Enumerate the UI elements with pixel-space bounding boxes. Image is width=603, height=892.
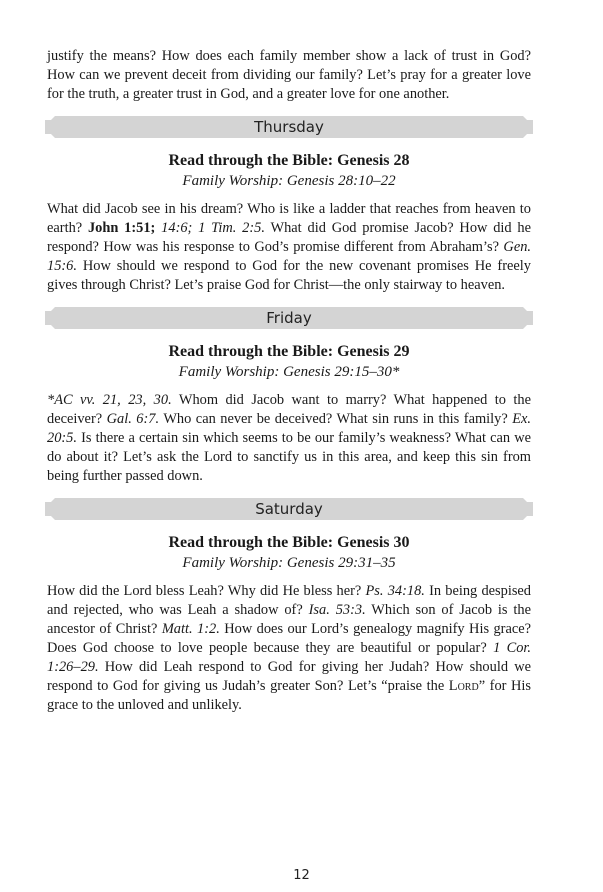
text-segment: ” for His grace to the unloved and unlikely. [47, 678, 531, 713]
reading-heading: Read through the Bible: Genesis 28 [168, 152, 410, 169]
text-segment: Is there a certain sin which seems to be our family’s weakness? What can we do about it? Let’s ask the Lord to sanctify us in this area, and keep this sin from being further passed down. [47, 430, 531, 484]
scripture-ref: Matt. 1:2. [161, 621, 220, 637]
small-caps-lord: Lord [448, 678, 479, 694]
family-worship-line: Family Worship: Genesis 28:10–22 [182, 173, 396, 189]
scripture-ref: Isa. 53:3. [308, 602, 366, 618]
reading-heading: Read through the Bible: Genesis 30 [168, 534, 410, 551]
scripture-ref: John 1:51; [87, 220, 156, 236]
family-worship-line: Family Worship: Genesis 29:31–35 [182, 555, 396, 571]
text-segment: What did Jacob see in his dream? Who is like a ladder that reaches from heaven to earth? [47, 201, 531, 236]
saturday-paragraph [47, 582, 531, 715]
reading-heading: Read through the Bible: Genesis 29 [168, 343, 410, 360]
text-segment: How did the Lord bless Leah? Why did He bless her? [47, 583, 366, 599]
text-segment: How does our Lord’s genealogy magnify His grace? Does God choose to love people because they are beautiful or popular? [47, 621, 532, 656]
scripture-ref: 1 Cor. 1:26–29. [47, 640, 531, 675]
family-worship-line: Family Worship: Genesis 29:15–30* [178, 364, 400, 380]
thursday-paragraph [47, 200, 531, 295]
scripture-ref: Ex. 20:5. [47, 411, 532, 446]
scripture-ref: 14:6; 1 Tim. 2:5. [155, 220, 265, 236]
text-segment: How should we respond to God for the new covenant promises He freely gives through Christ? Let’s praise God for Christ—the only stairway to heaven. [47, 258, 531, 293]
text-segment: How did Leah respond to God for giving her Judah? How should we respond to God for giving us Judah’s greater Son? Let’s “praise the [47, 659, 531, 694]
day-label: Friday [266, 309, 312, 327]
friday-paragraph [47, 391, 531, 486]
text-segment: Who can never be deceived? What sin runs in this family? [159, 411, 513, 427]
text-segment: What did God promise Jacob? How did he respond? How was his response to God’s promise different from Abraham’s? [47, 220, 532, 255]
text-segment: Which son of Jacob is the ancestor of Christ? [47, 602, 531, 637]
scripture-ref: *AC vv. 21, 23, 30. [47, 392, 172, 408]
text-segment: Whom did Jacob want to marry? What happened to the deceiver? [47, 392, 531, 427]
day-banner-saturday [45, 496, 533, 522]
day-banner-thursday [45, 114, 533, 140]
day-label: Thursday [254, 118, 324, 136]
text-segment: In being despised and rejected, who was Leah a shadow of? [47, 583, 531, 618]
page-number: 12 [293, 868, 310, 883]
page-content [47, 47, 531, 715]
day-label: Saturday [255, 500, 323, 518]
intro-paragraph: justify the means? How does each family member show a lack of trust in God? How can we prevent deceit from dividing our family? Let’s pray for a greater love for the truth, a greater trust in God, and a greater love for one another. [47, 48, 531, 102]
scripture-ref: Gal. 6:7. [106, 411, 160, 427]
scripture-ref: Ps. 34:18. [365, 583, 425, 599]
scripture-ref: Gen. 15:6. [47, 239, 531, 274]
day-banner-friday [45, 305, 533, 331]
